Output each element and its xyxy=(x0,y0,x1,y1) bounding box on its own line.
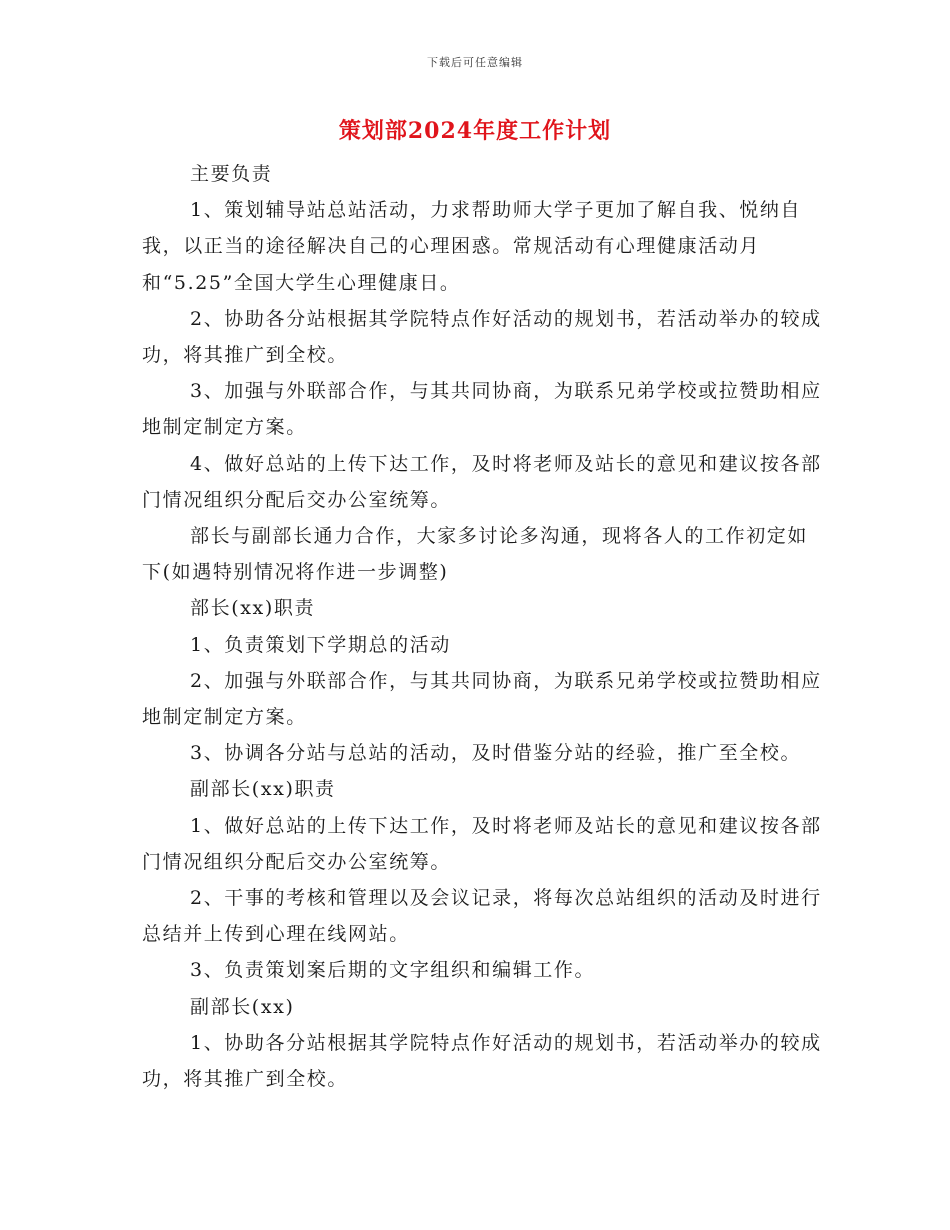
heading-vice-minister-duties: 副部长(xx)职责 xyxy=(190,778,336,801)
paragraph-vice-minister-1: 1、做好总站的上传下达工作，及时将老师及站长的意见和建议按各部门情况组织分配后交办公室统筹。 xyxy=(142,814,822,873)
document-title: 策划部2024年度工作计划 xyxy=(338,118,612,144)
heading-vice-minister-2: 副部长(xx) xyxy=(190,995,295,1018)
paragraph-minister-1: 1、负责策划下学期总的活动 xyxy=(190,633,451,656)
paragraph-duty-4: 4、做好总站的上传下达工作，及时将老师及站长的意见和建议按各部门情况组织分配后交办公室统筹。 xyxy=(142,452,822,511)
paragraph-minister-3: 3、协调各分站与总站的活动，及时借鉴分站的经验，推广至全校。 xyxy=(190,742,802,765)
paragraph-vice-minister-3: 3、负责策划案后期的文字组织和编辑工作。 xyxy=(190,959,596,982)
paragraph-duty-1: 1、策划辅导站总站活动，力求帮助师大学子更加了解自我、悦纳自我，以正当的途径解决自己的心理困惑。常规活动有心理健康活动月和“5.25”全国大学生心理健康日。 xyxy=(142,199,802,294)
document-body xyxy=(142,156,822,1097)
paragraph-cooperation: 部长与副部长通力合作，大家多讨论多沟通，现将各人的工作初定如下(如遇特别情况将作进一步调整) xyxy=(142,525,809,584)
paragraph-main-duties: 主要负责 xyxy=(190,163,273,185)
paragraph-duty-2: 2、协助各分站根据其学院特点作好活动的规划书，若活动举办的较成功，将其推广到全校。 xyxy=(142,307,822,367)
paragraph-vice-minister-2-1: 1、协助各分站根据其学院特点作好活动的规划书，若活动举办的较成功，将其推广到全校。 xyxy=(142,1031,822,1091)
paragraph-minister-2: 2、加强与外联部合作，与其共同协商，为联系兄弟学校或拉赞助相应地制定制定方案。 xyxy=(142,669,822,729)
header-note: 下载后可任意编辑 xyxy=(427,56,523,69)
paragraph-duty-3: 3、加强与外联部合作，与其共同协商，为联系兄弟学校或拉赞助相应地制定制定方案。 xyxy=(142,380,822,439)
heading-minister-duties: 部长(xx)职责 xyxy=(190,597,316,620)
paragraph-vice-minister-2: 2、干事的考核和管理以及会议记录，将每次总站组织的活动及时进行总结并上传到心理在线网站。 xyxy=(142,887,822,946)
